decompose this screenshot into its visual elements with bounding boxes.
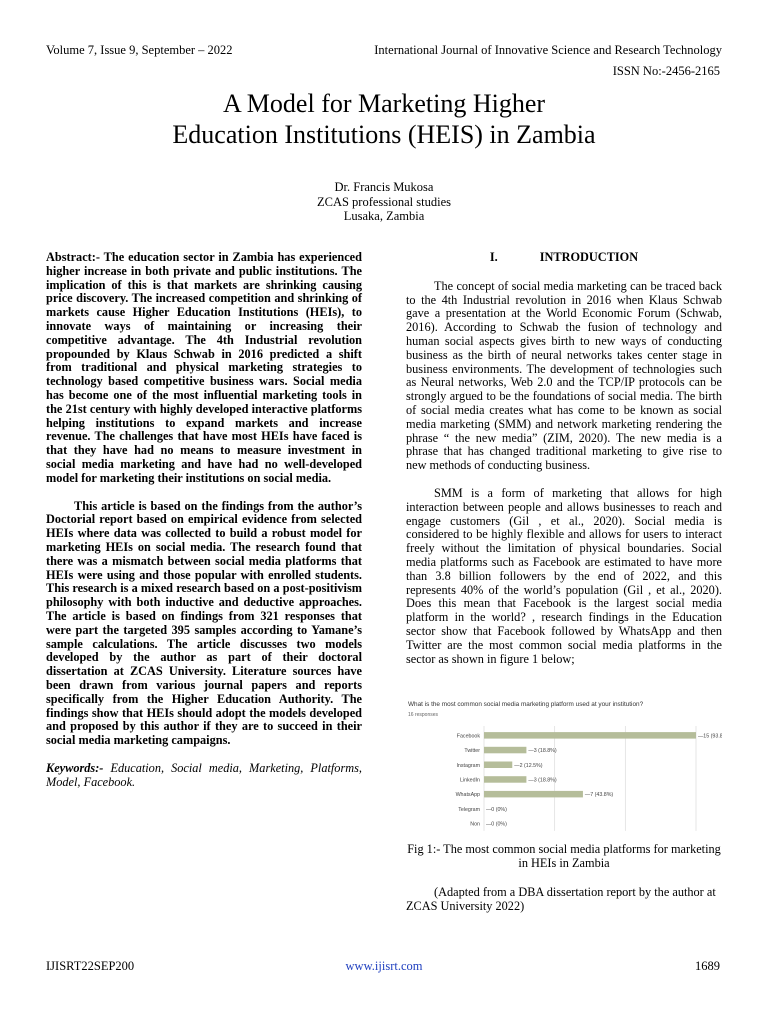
data-label: —15 (93.8 <box>698 733 722 740</box>
chart-subtitle: 16 responses <box>408 712 439 718</box>
bar <box>484 747 526 754</box>
data-label: —2 (12.5%) <box>514 762 543 769</box>
title-line-2: Education Institutions (HEIS) in Zambia <box>172 120 596 149</box>
intro-paragraph-1: The concept of social media marketing can be traced back to the 4th Industrial revolution in 2016 when Klaus Schwab gave a presentation at the World Economic Forum (Schwab, 2016). According to Schwab the fusion of technology and human social aspects gives birth to new ways of conducting business as the birth of neural networks takes center stage in business environments. The development of technologies such as Neural networks, Web 2.0 and the TCP/IP protocols can be strongly argued to be the foundations of social media. The birth of social media creates what has come to be known as social media marketing (SMM) and network marketing rendering the phrase “ the new media” (ZIM, 2020). The new media is a phrase that has changed traditional marketing to give rise to new methods of conducting business. <box>406 278 722 473</box>
category-label: LinkedIn <box>459 777 480 784</box>
issn: ISSN No:-2456-2165 <box>612 64 720 78</box>
author-location: Lusaka, Zambia <box>343 209 425 223</box>
data-label: —0 (0%) <box>486 806 507 813</box>
abstract-paragraph-2: This article is based on the findings from the author’s Doctorial report based on empirical evidence from selected HEIs where data was collected to build a robust model for marketing HEIs on social media. The research found that there was a mismatch between social media platforms that HEIs were using and those popular with enrolled students. This research is a mixed research based on a post-positivism philosophy with both inductive and deductive approaches. The article is based on findings from 321 responses that were part the targeted 395 samples according to Yamane’s sample calculations. The article discusses two models developed by the author as part of their doctoral dissertation at ZCAS University. Literature sources have been drawn from various journal papers and reports specifically from the Higher Education Authority. The findings show that HEIs should adopt the models developed and proposed by this author if they are to succeed in their social media marketing campaigns. <box>46 498 362 748</box>
abstract-text: The education sector in Zambia has experienced higher increase in both private and public institutions. The implication of this is that markets are shrinking causing price discovery. The increased competition and shrinking of markets cause Higher Education Institutions (HEIs), to innovate ways of maintaining or increasing their competitive advantage. The 4th Industrial revolution propounded by Klaus Schwab in 2016 predicted a shift from traditional and physical marketing strategies to technology based competitive business wars. Social media has become one of the most influential marketing tools in the 21st century with highly developed interactive platforms helping institutions to expand markets and increase revenue. The challenges that have most HEIs have faced is that they have had no means to measure investment in social media marketing and have had no well-developed model for marketing their institutions on social media. <box>46 250 362 485</box>
category-label: Telegram <box>458 806 480 813</box>
author-affiliation: ZCAS professional studies <box>316 194 452 209</box>
abstract-label: Abstract:- <box>46 250 100 264</box>
category-label: Twitter <box>464 748 480 755</box>
category-label: Non <box>470 821 480 828</box>
figure-caption: Fig 1:- The most common social media platforms for marketing in HEIs in Zambia <box>407 842 721 870</box>
data-label: —0 (0%) <box>486 821 507 828</box>
section-heading <box>406 251 722 265</box>
page-number: 1689 <box>695 959 720 973</box>
title-line-1: A Model for Marketing Higher <box>222 89 546 118</box>
right-column <box>406 251 722 666</box>
section-title: INTRODUCTION <box>539 250 639 264</box>
data-label: —3 (18.8%) <box>528 748 557 755</box>
abstract-paragraph <box>46 251 362 486</box>
paper-id: IJISRT22SEP200 <box>46 959 135 973</box>
bar <box>484 791 583 798</box>
author-info <box>200 180 568 224</box>
section-number: I. <box>489 250 498 264</box>
author-name: Dr. Francis Mukosa <box>334 180 434 194</box>
intro-paragraph-2: SMM is a form of marketing that allows for high interaction between people and allows businesses to reach and engage customers (Gil , et al., 2020). Social media is considered to be highly flexible and allows for users to interact freely without the limitation of physical boundaries. Social media platforms such as Facebook are estimated to have more than 3.8 billion followers by the end of 2022, and this represents 40% of the world’s population (Gil , et al., 2020). Does this mean that Facebook is the largest social media platform in the world? , research findings in the Education sector show that Facebook followed by WhatsApp and then Twitter are the most common social media platforms in the sector as shown in figure 1 below; <box>406 485 722 666</box>
data-label: —7 (43.8%) <box>584 792 614 799</box>
volume-info: Volume 7, Issue 9, September – 2022 <box>46 43 233 57</box>
category-label: Facebook <box>456 733 480 740</box>
keywords <box>46 762 362 790</box>
keywords-label: Keywords:- <box>46 760 104 775</box>
bar <box>484 776 526 783</box>
figure-source: (Adapted from a DBA dissertation report by the author at ZCAS University 2022) <box>406 885 716 913</box>
journal-name: International Journal of Innovative Science and Research Technology <box>374 43 722 57</box>
bar-chart <box>406 695 722 835</box>
data-label: —3 (18.8%) <box>528 777 557 784</box>
figure-chart <box>406 695 722 835</box>
bar <box>484 732 696 739</box>
category-label: WhatsApp <box>455 792 480 799</box>
left-column <box>46 251 362 789</box>
bar <box>484 762 512 769</box>
paper-title <box>60 88 708 150</box>
keywords-text: Education, Social media, Marketing, Platforms, Model, Facebook. <box>46 760 362 789</box>
category-label: Instagram <box>456 762 480 769</box>
journal-website-link[interactable]: www.ijisrt.com <box>345 959 423 973</box>
chart-title: What is the most common social media marketing platform used at your institution? <box>408 701 644 708</box>
